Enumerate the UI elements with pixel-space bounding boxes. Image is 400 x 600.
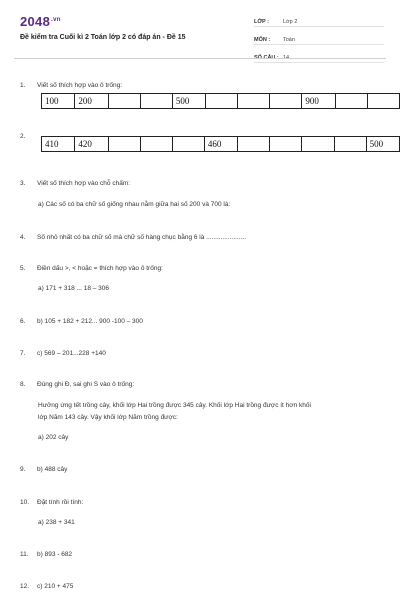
number-cell: 100 bbox=[42, 94, 75, 109]
question-7 bbox=[20, 350, 106, 357]
question-number: 7. bbox=[20, 350, 26, 357]
question-text: Số nhỏ nhất có ba chữ số mà chữ số hàng chục bằng 6 là ...................... bbox=[37, 234, 246, 241]
number-cell: 420 bbox=[75, 137, 108, 152]
question-8-line2: lớp Năm 143 cây. Vậy khối lớp Năm trồng được: bbox=[38, 414, 178, 421]
meta-value: 14 bbox=[283, 55, 290, 61]
meta-key: SỐ CÂU : bbox=[254, 55, 279, 61]
question-3 bbox=[20, 180, 130, 187]
meta-key: LỚP : bbox=[254, 19, 269, 25]
question-text: Điền dấu >, < hoặc = thích hợp vào ô trống: bbox=[37, 265, 163, 272]
number-cell: 900 bbox=[302, 94, 335, 109]
question-number: 1. bbox=[20, 82, 26, 89]
number-cell[interactable] bbox=[334, 137, 366, 152]
question-3a: a) Các số có ba chữ số giống nhau nằm giữa hai số 200 và 700 là: bbox=[38, 201, 231, 208]
number-table-2 bbox=[41, 136, 400, 152]
number-cell[interactable] bbox=[206, 94, 238, 109]
document-title: Đề kiểm tra Cuối kì 2 Toán lớp 2 có đáp án - Đề 15 bbox=[20, 34, 186, 41]
number-cell[interactable] bbox=[140, 137, 172, 152]
number-cell[interactable] bbox=[270, 137, 302, 152]
meta-row-count bbox=[254, 50, 384, 63]
number-cell: 500 bbox=[366, 137, 399, 152]
question-number: 3. bbox=[20, 180, 26, 187]
meta-box bbox=[254, 14, 384, 68]
question-6 bbox=[20, 318, 143, 325]
question-5 bbox=[20, 265, 163, 272]
question-number: 11. bbox=[20, 551, 29, 558]
question-11 bbox=[20, 551, 72, 558]
number-cell[interactable] bbox=[270, 94, 302, 109]
question-2 bbox=[20, 133, 37, 140]
question-text: b) 893 - 682 bbox=[37, 551, 73, 558]
meta-key: MÔN : bbox=[254, 37, 271, 43]
question-4 bbox=[20, 234, 246, 241]
question-number: 5. bbox=[20, 265, 26, 272]
number-cell[interactable] bbox=[108, 137, 140, 152]
question-number: 2. bbox=[20, 133, 26, 140]
question-number: 8. bbox=[20, 381, 26, 388]
meta-row-class bbox=[254, 14, 384, 27]
number-cell[interactable] bbox=[238, 137, 270, 152]
number-table-1 bbox=[41, 93, 400, 109]
question-8 bbox=[20, 381, 134, 388]
number-cell: 460 bbox=[204, 137, 237, 152]
question-text: b) 105 + 182 + 212... 900 -100 – 300 bbox=[37, 318, 143, 325]
question-number: 4. bbox=[20, 234, 26, 241]
question-text: Đúng ghi Đ, sai ghi S vào ô trống: bbox=[37, 381, 135, 388]
question-1 bbox=[20, 82, 122, 89]
question-9 bbox=[20, 466, 67, 473]
question-10 bbox=[20, 499, 83, 506]
question-5a: a) 171 + 318 ... 18 – 306 bbox=[38, 285, 110, 292]
number-cell[interactable] bbox=[335, 94, 367, 109]
number-cell[interactable] bbox=[238, 94, 270, 109]
question-number: 6. bbox=[20, 318, 26, 325]
question-number: 9. bbox=[20, 466, 26, 473]
site-logo[interactable] bbox=[20, 14, 61, 29]
question-text: b) 488 cây bbox=[37, 466, 68, 473]
question-10a: a) 238 + 341 bbox=[38, 519, 75, 526]
number-cell[interactable] bbox=[172, 137, 204, 152]
question-text: Đặt tính rồi tính: bbox=[37, 499, 84, 506]
meta-value: Toán bbox=[283, 37, 295, 43]
question-number: 10. bbox=[20, 499, 30, 506]
question-text: Viết số thích hợp vào chỗ chấm: bbox=[37, 180, 131, 187]
logo-tld: .vn bbox=[51, 16, 61, 23]
question-12 bbox=[20, 583, 73, 590]
number-cell: 410 bbox=[42, 137, 75, 152]
question-number: 12. bbox=[20, 583, 30, 590]
number-cell[interactable] bbox=[367, 94, 399, 109]
number-cell: 500 bbox=[172, 94, 205, 109]
question-8a: a) 202 cây bbox=[38, 434, 69, 441]
number-cell[interactable] bbox=[108, 94, 140, 109]
meta-value: Lớp 2 bbox=[283, 19, 298, 25]
number-cell[interactable] bbox=[140, 94, 172, 109]
number-cell: 200 bbox=[75, 94, 108, 109]
question-8-line1: Hưởng ứng tết trồng cây, khối lớp Hai trồng được 345 cây. Khối lớp Hai trồng được ít hơn khối bbox=[38, 402, 311, 409]
question-text: c) 569 – 201...228 +140 bbox=[37, 350, 106, 357]
question-text: Viết số thích hợp vào ô trống: bbox=[37, 82, 123, 89]
number-cell[interactable] bbox=[302, 137, 334, 152]
logo-text: 2048 bbox=[20, 14, 51, 29]
header-divider bbox=[14, 58, 386, 59]
meta-row-subject bbox=[254, 32, 384, 45]
question-text: c) 210 + 475 bbox=[37, 583, 74, 590]
